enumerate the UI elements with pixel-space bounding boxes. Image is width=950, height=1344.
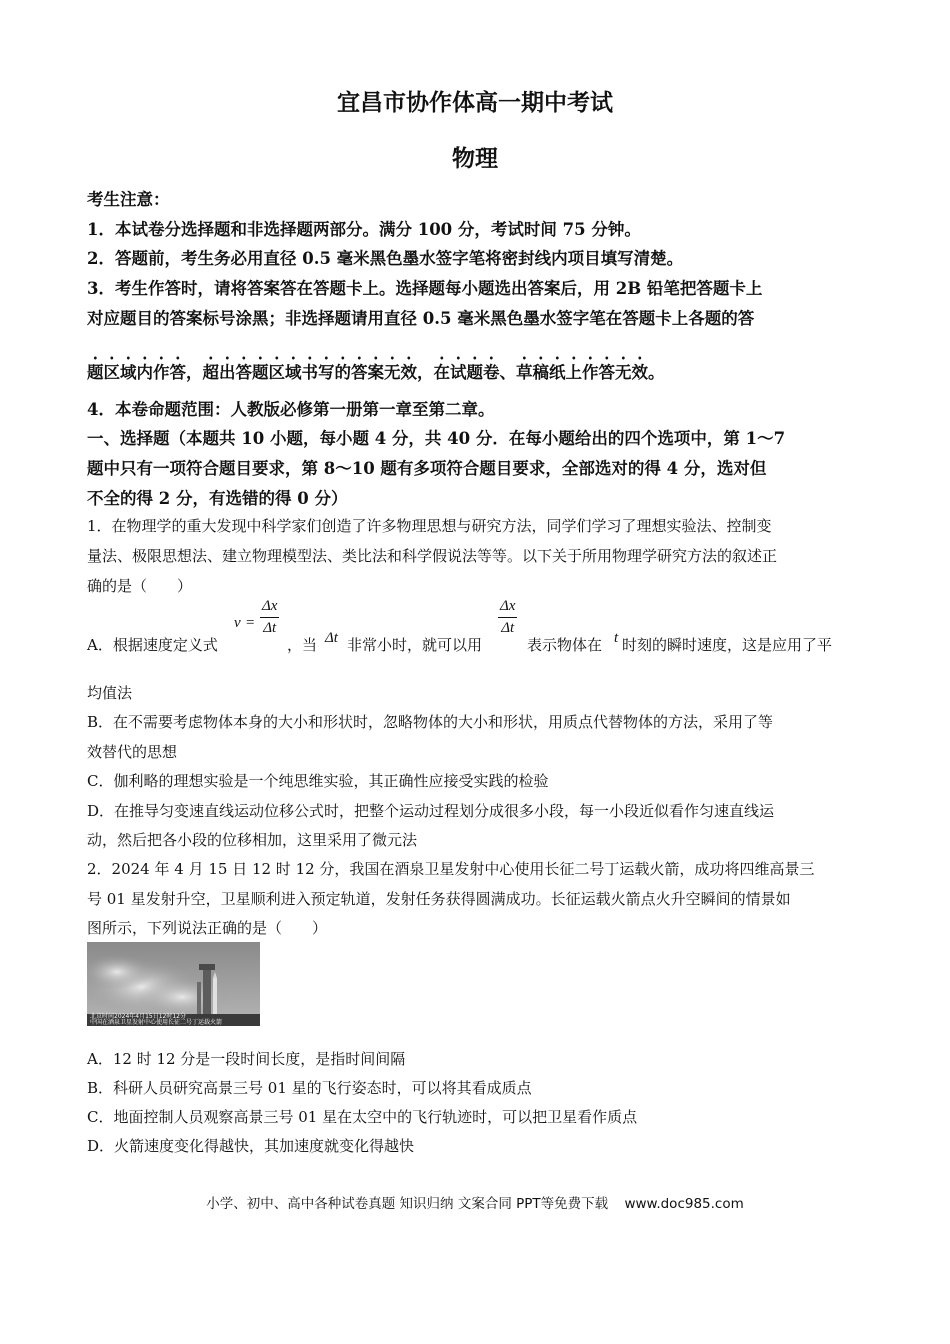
q1-stem-2: 量法、极限思想法、建立物理模型法、类比法和科学假说法等等。以下关于所用物理学研究方法的叙述正 xyxy=(87,547,778,565)
page-footer xyxy=(0,1192,950,1212)
velocity-fraction xyxy=(260,598,279,637)
q2-option-a: A．12 时 12 分是一段时间长度，是指时间间隔 xyxy=(87,1050,406,1068)
fraction-bar xyxy=(260,617,279,618)
q2-stem-1: 2．2024 年 4 月 15 日 12 时 12 分，我国在酒泉卫星发射中心使用长征二号丁运载火箭，成功将四维高景三 xyxy=(87,860,815,878)
q2-option-d: D．火箭速度变化得越快，其加速度就变化得越快 xyxy=(87,1137,415,1155)
ratio-numerator: Δx xyxy=(500,598,516,614)
rocket-launch-photo xyxy=(87,942,260,1026)
notice-2: 2．答题前，考生务必用直径 0.5 毫米黑色墨水签字笔将密封线内项目填写清楚。 xyxy=(87,249,684,268)
q1-option-d-cont: 动，然后把各小段的位移相加，这里采用了微元法 xyxy=(87,831,418,849)
notice-heading: 考生注意： xyxy=(87,190,170,209)
q1-option-a-cont: 均值法 xyxy=(87,684,133,702)
math-t: t xyxy=(614,630,619,646)
q1-option-a-text2: ，当 xyxy=(287,636,318,654)
ratio-fraction xyxy=(498,598,517,637)
math-eq: = xyxy=(246,615,255,631)
q1-option-b-cont: 效替代的思想 xyxy=(87,743,178,761)
photo-caption-1: 北京时间2024年4月15日12时12分 xyxy=(90,1013,186,1020)
q2-option-c: C．地面控制人员观察高景三号 01 星在太空中的飞行轨迹时，可以把卫星看作质点 xyxy=(87,1108,638,1126)
ratio-denominator: Δt xyxy=(501,620,515,636)
q2-stem-2: 号 01 星发射升空，卫星顺利进入预定轨道，发射任务获得圆满成功。长征运载火箭点火升空瞬间的情景如 xyxy=(87,890,791,908)
notice-1: 1．本试卷分选择题和非选择题两部分。满分 100 分，考试时间 75 分钟。 xyxy=(87,220,641,239)
section-heading-3: 不全的得 2 分，有选错的得 0 分） xyxy=(87,489,348,508)
q1-option-a-text5: 时刻的瞬时速度，这是应用了平 xyxy=(622,636,833,654)
notice-4: 4．本卷命题范围：人教版必修第一册第一章至第二章。 xyxy=(87,400,495,419)
exam-subject: 物理 xyxy=(452,145,498,172)
notice-3: 3．考生作答时，请将答案答在答题卡上。选择题每小题选出答案后，用 2B 铅笔把答题卡上 xyxy=(87,279,763,298)
q2-option-b: B．科研人员研究高景三号 01 星的飞行姿态时，可以将其看成质点 xyxy=(87,1079,532,1097)
q1-option-a-text4: 表示物体在 xyxy=(527,636,603,654)
ratio-bar xyxy=(498,617,517,618)
exam-title: 宜昌市协作体高一期中考试 xyxy=(337,89,613,116)
math-delta-t: Δt xyxy=(325,630,338,646)
q1-option-c: C．伽利略的理想实验是一个纯思维实验，其正确性应接受实践的检验 xyxy=(87,772,549,790)
photo-caption-2: 中国在酒泉卫星发射中心使用长征二号丁运载火箭 xyxy=(90,1019,223,1026)
q1-stem-1: 1．在物理学的重大发现中科学家们创造了许多物理思想与研究方法，同学们学习了理想实验法、控制变 xyxy=(87,517,772,535)
q2-stem-3: 图所示，下列说法正确的是（ ） xyxy=(87,919,328,937)
fraction-denominator: Δt xyxy=(263,620,277,636)
q1-option-d: D．在推导匀变速直线运动位移公式时，把整个运动过程划分成很多小段，每一小段近似看作匀速直线运 xyxy=(87,802,775,820)
notice-3-end: 题区域内作答，超出答题区域书写的答案无效，在试题卷、草稿纸上作答无效。 xyxy=(87,363,665,382)
rocket-launch-image xyxy=(87,942,260,1026)
q1-option-a-text3: 非常小时，就可以用 xyxy=(347,636,483,654)
q1-option-a-text1: A．根据速度定义式 xyxy=(87,636,218,654)
footer-site-link[interactable]: www.doc985.com xyxy=(624,1196,744,1212)
q1-option-b: B．在不需要考虑物体本身的大小和形状时，忽略物体的大小和形状，用质点代替物体的方法，采用了等 xyxy=(87,713,774,731)
section-heading-2: 题中只有一项符合题目要求，第 8～10 题有多项符合题目要求，全部选对的得 4 分，选对但 xyxy=(87,459,767,478)
fraction-numerator: Δx xyxy=(262,598,278,614)
notice-3-cont: 对应题目的答案标号涂黑；非选择题请用直径 0.5 毫米黑色墨水签字笔在答题卡上各题的答 xyxy=(87,309,755,328)
math-v: v xyxy=(234,615,241,631)
footer-text: 小学、初中、高中各种试卷真题 知识归纳 文案合同 PPT等免费下载 xyxy=(206,1196,609,1212)
section-heading: 一、选择题（本题共 10 小题，每小题 4 分，共 40 分．在每小题给出的四个选项中，第 1～7 xyxy=(87,429,786,448)
q1-stem-3: 确的是（ ） xyxy=(87,577,193,595)
